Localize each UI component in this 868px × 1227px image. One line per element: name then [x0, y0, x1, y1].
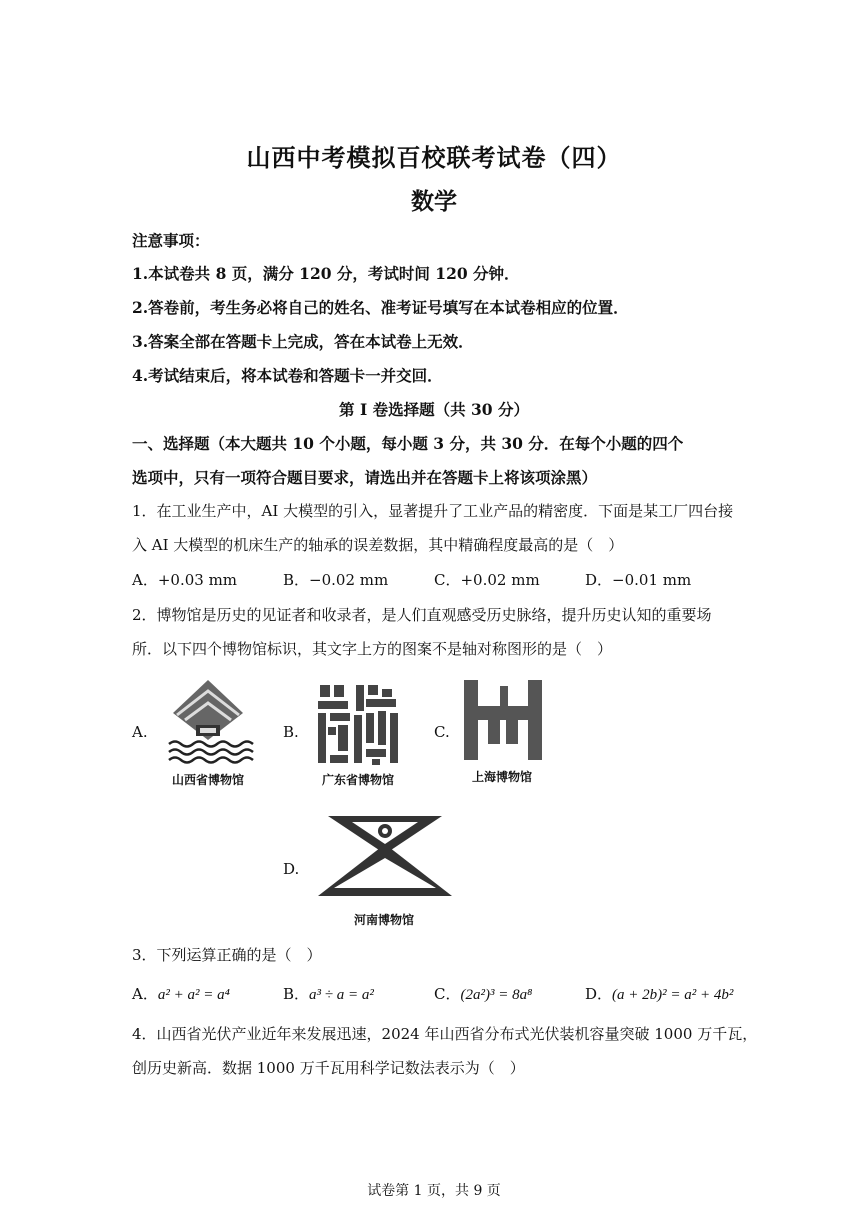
option-label: C． — [434, 985, 461, 1003]
option-expression: (2a²)³ = 8a⁸ — [460, 987, 533, 1003]
option-label: C． — [434, 571, 461, 589]
q1-option-b — [283, 569, 388, 590]
q2-option-a-caption: 山西省博物馆 — [171, 773, 244, 787]
option-expression: (a + 2b)² = a² + 4b² — [612, 987, 734, 1003]
option-label: B． — [283, 571, 310, 589]
q3-option-c — [434, 983, 532, 1004]
q2-option-d-label: D. — [283, 860, 300, 878]
notice-heading: 注意事项： — [132, 231, 210, 250]
volume-title: 第 I 卷选择题（共 30 分） — [339, 400, 529, 419]
q3-option-b — [283, 983, 374, 1004]
option-expression: a² + a² = a⁴ — [157, 987, 230, 1003]
exam-title: 山西中考模拟百校联考试卷（四） — [246, 143, 622, 172]
option-expression: a³ ÷ a = a² — [309, 987, 374, 1003]
q2-option-b-label: B. — [283, 723, 299, 741]
part-instruction-line-2: 选项中，只有一项符合题目要求，请选出并在答题卡上将该项涂黑） — [132, 468, 598, 487]
option-label: A． — [132, 985, 158, 1003]
option-value: −0.01 mm — [612, 571, 692, 589]
q2-option-c-label: C. — [434, 723, 450, 741]
q2-option-b-caption: 广东省博物馆 — [321, 773, 394, 787]
q1-option-a — [132, 569, 237, 590]
option-value: +0.02 mm — [460, 571, 540, 589]
option-value: +0.03 mm — [157, 571, 238, 589]
shanghai-museum-logo-icon — [464, 680, 542, 760]
q3-option-d — [585, 983, 733, 1004]
q2-option-a-label: A. — [132, 723, 148, 741]
q1-option-c — [434, 569, 540, 590]
guangdong-museum-logo-icon — [316, 683, 400, 767]
henan-museum-logo-icon — [318, 814, 452, 898]
q4-stem-line-1: 4．山西省光伏产业近年来发展迅速，2024 年山西省分布式光伏装机容量突破 1000 万千瓦， — [132, 1025, 758, 1043]
q3-option-a — [132, 983, 230, 1004]
page-footer: 试卷第 1 页，共 9 页 — [367, 1183, 501, 1199]
notice-item-2: 2.答卷前，考生务必将自己的姓名、准考证号填写在本试卷相应的位置． — [132, 298, 629, 317]
q2-option-d-caption: 河南博物馆 — [353, 913, 414, 927]
option-label: D． — [585, 985, 613, 1003]
q2-stem-line-2: 所．以下四个博物馆标识，其文字上方的图案不是轴对称图形的是（ ） — [132, 640, 613, 658]
q2-option-c-caption: 上海博物馆 — [471, 770, 532, 784]
q2-stem-line-1: 2．博物馆是历史的见证者和收录者，是人们直观感受历史脉络，提升历史认知的重要场 — [132, 606, 712, 624]
q1-stem-line-2: 入 AI 大模型的机床生产的轴承的误差数据，其中精确程度最高的是（ ） — [132, 536, 624, 554]
shanxi-museum-logo-icon — [163, 678, 253, 766]
q1-stem-line-1: 1．在工业生产中，AI 大模型的引入，显著提升了工业产品的精密度．下面是某工厂四台接 — [132, 502, 734, 520]
option-label: B． — [283, 985, 310, 1003]
part-instruction-line-1: 一、选择题（本大题共 10 个小题，每小题 3 分，共 30 分．在每个小题的四个 — [132, 434, 684, 453]
notice-item-3: 3.答案全部在答题卡上完成，答在本试卷上无效． — [132, 332, 474, 351]
notice-item-1: 1.本试卷共 8 页，满分 120 分，考试时间 120 分钟． — [132, 264, 520, 283]
q4-stem-line-2: 创历史新高．数据 1000 万千瓦用科学记数法表示为（ ） — [132, 1059, 525, 1077]
option-value: −0.02 mm — [309, 571, 389, 589]
notice-item-4: 4.考试结束后，将本试卷和答题卡一并交回． — [132, 366, 443, 385]
option-label: D． — [585, 571, 613, 589]
option-label: A． — [132, 571, 158, 589]
subject-title: 数学 — [411, 188, 457, 215]
q3-stem: 3．下列运算正确的是（ ） — [132, 946, 322, 964]
q1-option-d — [585, 569, 691, 590]
